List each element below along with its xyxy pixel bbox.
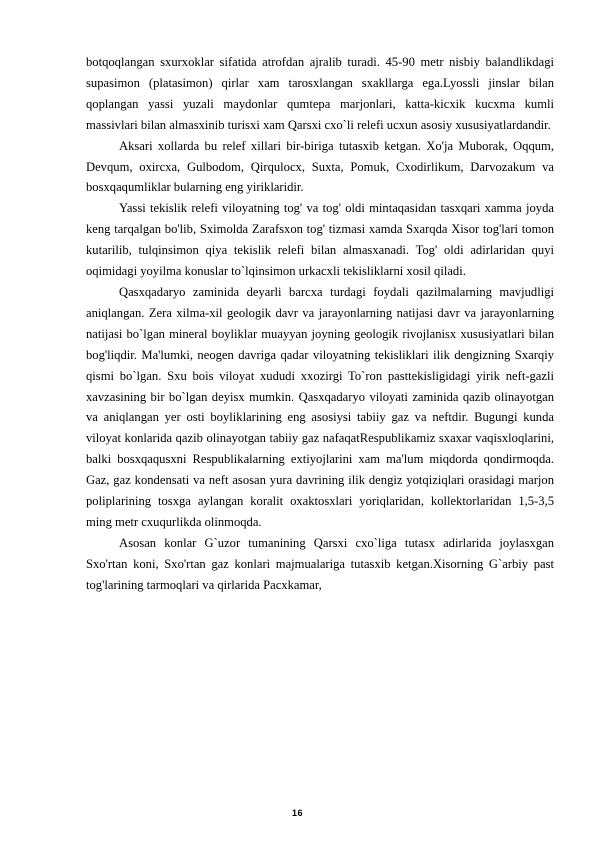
paragraph-3: Yassi tekislik relefi viloyatning tog' va tog' oldi mintaqasidan tasxqari xamma joyda keng tarqalgan bo'lib, Sximolda Zarafsxon tog' tizmasi xamda Sxarqda Xisor tog'lari tomon kutarilib, tulqinsimon qiya tekislik relefi bilan almasxanadi. Tog' oldi adirlaridan quyi oqimidagi yoyilma konuslar to`lqinsimon urkacxli tekisliklarni xosil qiladi.: [86, 201, 554, 279]
paragraph-4: Qasxqadaryo zaminida deyarli barcxa turdagi foydali qazilmalarning mavjudligi aniqlangan. Zera xilma-xil geologik davr va jarayonlarning natijasi davr va jarayonlarning natijasi bo`lgan mineral boyliklar muayyan joyning geologik rivojlanisx xususiyatlari bilan bog'liqdir. Ma'lumki, neogen davriga qadar viloyatning tekisliklari ilik dengizning Sxarqiy qismi bo`lgan. Sxu bois viloyat xududi xxozirgi To`ron pasttekisligidagi yirik neft-gazli xavzasining bir bo`lgan deyisx mumkin. Qasxqadaryo viloyati zaminida qazib olinayotgan va aniqlangan yer osti boyliklarining eng asosiysi tabiiy gaz va neftdir. Bugungi kunda viloyat konlarida qazib olinayotgan tabiiy gaz nafaqatRespublikamiz sxaxar vaqisxloqlarini, balki bosxqaqusxni Respublikalarning extiyojlarini xam ma'lum miqdorda qondirmoqda. Gaz, gaz kondensati va neft asosan yura davrining ilik dengiz yotqiziqlari orasidagi marjon poliplarining tosxga aylangan koralit oxaktosxlari yoriqlaridan, kollektorlaridan 1,5-3,5 ming metr cxuqurlikda olinmoqda.: [86, 284, 554, 529]
paragraph-1: botqoqlangan sxurxoklar sifatida atrofdan ajralib turadi. 45-90 metr nisbiy balandlikdagi supasimon (platasimon) qirlar xam tarosxlangan sxakllarga ega.Lyossli jinslar bilan qoplangan yassi yuzali maydonlar qumtepa marjonlari, katta-kicxik kucxma kumli massivlari bilan almasxinib turisxi xam Qarsxi cxo`li relefi ucxun asosiy xususiyatlardandir.: [86, 55, 554, 132]
document-page: [86, 52, 554, 596]
paragraph-5: Asosan konlar G`uzor tumanining Qarsxi cxo`liga tutasx adirlarida joylasxgan Sxo'rtan koni, Sxo'rtan gaz konlari majmualariga tutasxib ketgan.Xisorning G`arbiy past tog'larining tarmoqlari va qirlarida Pacxkamar,: [86, 535, 554, 592]
paragraph-2: Aksari xollarda bu relef xillari bir-biriga tutasxib ketgan. Xo'ja Muborak, Oqqum, Devqum, oxircxa, Gulbodom, Qirqulocx, Suxta, Pomuk, Cxodirlikum, Darvozakum va bosxqaqumliklar bularning eng yiriklaridir.: [86, 138, 554, 195]
page-number: 16: [291, 808, 303, 818]
